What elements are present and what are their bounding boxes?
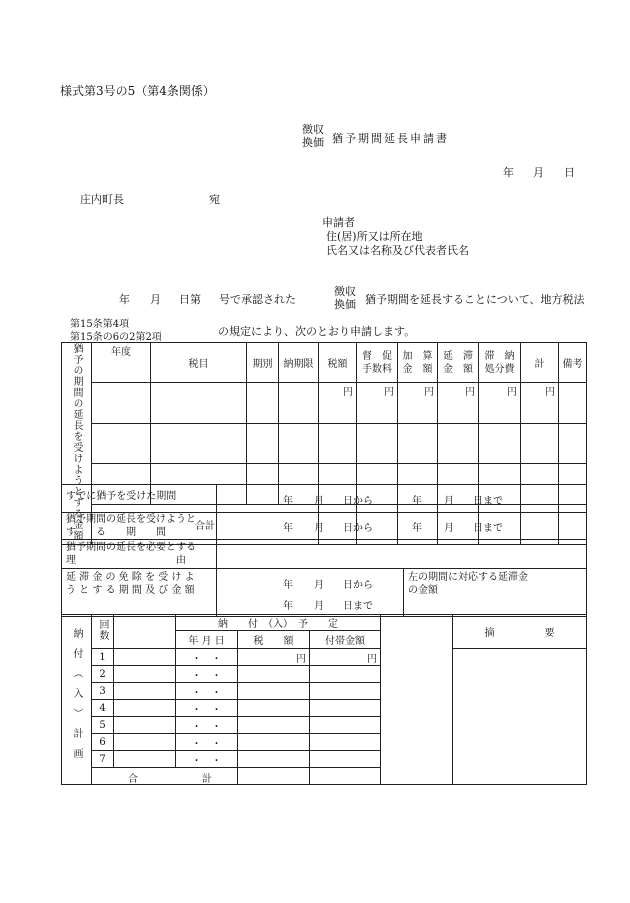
until: 日まで xyxy=(473,523,503,534)
cell[interactable] xyxy=(398,423,438,463)
table-row xyxy=(62,383,587,423)
header-disposal-bottom: 処分費 xyxy=(484,363,515,375)
row-blank[interactable] xyxy=(114,734,176,751)
row-fee[interactable] xyxy=(310,666,381,683)
row-tax[interactable] xyxy=(238,700,310,717)
row-blank[interactable] xyxy=(114,666,176,683)
row-date[interactable]: ・ ・ xyxy=(176,649,238,666)
y: 年 xyxy=(283,579,293,591)
row-date[interactable]: ・ ・ xyxy=(176,683,238,700)
statement-tail: の規定により、次のとおり申請します。 xyxy=(218,325,416,338)
extension-period-value[interactable] xyxy=(217,513,587,540)
exemption-row xyxy=(62,569,587,617)
row-tax[interactable] xyxy=(238,666,310,683)
cell-period[interactable] xyxy=(247,383,279,423)
count-header-text: 回数 xyxy=(97,618,108,641)
statement-option-collect: 徴収 xyxy=(334,285,356,298)
row-fee[interactable] xyxy=(310,734,381,751)
row-fee[interactable] xyxy=(310,700,381,717)
plan-row xyxy=(62,649,587,666)
row-blank[interactable] xyxy=(114,700,176,717)
header-late-top: 延 滞 xyxy=(443,350,473,362)
cell-year[interactable] xyxy=(92,383,151,423)
title-option-collect: 徴収 xyxy=(302,123,324,136)
until: 日まで xyxy=(473,495,503,507)
y: 年 xyxy=(283,495,293,507)
row-tax[interactable] xyxy=(238,734,310,751)
header-due: 納期限 xyxy=(279,343,319,383)
title-option xyxy=(302,123,324,149)
cell[interactable] xyxy=(521,423,559,463)
reason-label xyxy=(62,540,217,569)
header-add-bottom: 金 額 xyxy=(402,363,433,375)
already-period-label: すでに猶予を受けた期間 xyxy=(62,485,217,513)
sum-label: 合計 xyxy=(92,504,319,544)
reason-label-top: 猶予期間の延長を必要とする xyxy=(66,542,196,553)
header-fee-bottom: 手数料 xyxy=(362,363,392,375)
row-date[interactable]: ・ ・ xyxy=(176,666,238,683)
cell[interactable] xyxy=(92,423,151,463)
extension-period-label-top: 猶予期間の延長を受けようと xyxy=(66,514,196,525)
plan-vertical-label: 納付（入）計画 xyxy=(71,628,82,768)
row-tax[interactable] xyxy=(238,717,310,734)
exemption-label xyxy=(62,569,217,617)
cell-amount[interactable]: 円 xyxy=(319,383,357,423)
header-year: 年度 xyxy=(92,343,151,383)
row-fee[interactable] xyxy=(310,683,381,700)
statement-no: 号で承認された xyxy=(219,293,296,306)
applicant-block xyxy=(322,216,469,258)
cell[interactable] xyxy=(479,423,521,463)
from: 日から xyxy=(343,523,373,534)
header-disposal-top: 滞 納 xyxy=(484,350,515,362)
cell-total[interactable]: 円 xyxy=(521,383,559,423)
exemption-amount[interactable] xyxy=(404,569,587,617)
m: 月 xyxy=(314,495,324,507)
extension-period-row xyxy=(62,513,587,540)
exemption-amount-label-top: 左の期間に対応する延滞金 xyxy=(408,572,528,583)
statement-law xyxy=(70,318,162,344)
addressee-name: 庄内町長 xyxy=(80,193,124,206)
statement-month: 月 xyxy=(150,293,161,306)
cell[interactable] xyxy=(559,423,587,463)
statement-law-1: 第15条第4項 xyxy=(70,319,130,330)
row-blank[interactable] xyxy=(114,751,176,768)
y: 年 xyxy=(412,523,422,534)
plan-total-left: 合 xyxy=(128,773,138,785)
plan-total-fee[interactable] xyxy=(310,768,381,785)
header-disposal xyxy=(479,343,521,383)
header-late xyxy=(438,343,479,383)
cell-late[interactable]: 円 xyxy=(438,383,479,423)
cell[interactable] xyxy=(279,423,319,463)
form-id: 様式第3号の5（第4条関係） xyxy=(60,84,215,98)
summary-cell[interactable] xyxy=(453,649,587,785)
plan-total-label xyxy=(92,768,238,785)
already-period-row xyxy=(62,485,587,513)
count-header xyxy=(92,615,114,649)
plan-total-tax[interactable] xyxy=(238,768,310,785)
row-tax[interactable] xyxy=(238,683,310,700)
blank-header xyxy=(114,615,176,649)
m: 月 xyxy=(444,495,454,507)
cell[interactable] xyxy=(357,423,398,463)
row-date[interactable]: ・ ・ xyxy=(176,734,238,751)
row-fee[interactable] xyxy=(310,751,381,768)
header-add-top: 加 算 xyxy=(402,350,433,362)
row-fee[interactable]: 円 xyxy=(310,649,381,666)
header-period: 期別 xyxy=(247,343,279,383)
y: 年 xyxy=(412,495,422,507)
cell[interactable] xyxy=(247,423,279,463)
row-blank[interactable] xyxy=(114,649,176,666)
payment-plan-table xyxy=(61,614,587,785)
cell-due[interactable] xyxy=(279,383,319,423)
row-number: 2 xyxy=(92,666,114,683)
reason-value[interactable] xyxy=(217,540,587,569)
tax-header: 税 額 xyxy=(238,631,310,649)
header-add xyxy=(398,343,438,383)
header-late-bottom: 金 額 xyxy=(443,363,473,375)
row-date[interactable]: ・ ・ xyxy=(176,717,238,734)
row-number: 4 xyxy=(92,700,114,717)
header-fee xyxy=(357,343,398,383)
header-amount: 税額 xyxy=(319,343,357,383)
period-table xyxy=(61,484,587,617)
statement-option-convert: 換価 xyxy=(334,298,356,311)
already-period-value[interactable] xyxy=(217,485,587,513)
table-row xyxy=(62,423,587,463)
cell-fee[interactable]: 円 xyxy=(357,383,398,423)
statement-option xyxy=(334,285,356,311)
summary-header: 摘 要 xyxy=(453,615,587,649)
reason-label-bottom: 理 由 xyxy=(66,555,186,566)
extension-period-label xyxy=(62,513,217,540)
exemption-period[interactable] xyxy=(217,569,404,617)
plan-header: 納 付 （入） 予 定 xyxy=(176,615,381,631)
header-total: 計 xyxy=(521,343,559,383)
applicant-name: 氏名又は名称及び代表者氏名 xyxy=(326,244,469,257)
row-tax[interactable]: 円 xyxy=(238,649,310,666)
row-number: 6 xyxy=(92,734,114,751)
y: 年 xyxy=(283,600,293,612)
row-number: 5 xyxy=(92,717,114,734)
row-number: 3 xyxy=(92,683,114,700)
statement-law-2: 第15条の6の2第2項 xyxy=(70,332,162,343)
plan-label-cell xyxy=(62,615,92,785)
until: 日まで xyxy=(343,600,373,612)
addressee-suffix: 宛 xyxy=(209,193,220,206)
amount-table-vertical-label: 猶予の期間の延長を受けようとする金額 xyxy=(71,343,82,541)
row-tax[interactable] xyxy=(238,751,310,768)
date-month: 月 xyxy=(533,166,544,179)
cell[interactable] xyxy=(151,423,247,463)
cell-add[interactable]: 円 xyxy=(398,383,438,423)
exemption-amount-label-bottom: の金額 xyxy=(408,585,438,596)
form-title: 猶予期間延長申請書 xyxy=(332,132,449,145)
from: 日から xyxy=(343,495,373,507)
m: 月 xyxy=(314,600,324,612)
cell-tax[interactable] xyxy=(151,383,247,423)
statement-day: 日第 xyxy=(179,293,201,306)
exemption-label-bottom: う と す る 期 間 及 び 金 額 xyxy=(66,585,195,596)
exemption-label-top: 延 滞 金 の 免 除 を 受 け よ xyxy=(66,572,195,583)
row-number: 1 xyxy=(92,649,114,666)
fee-header: 付帯金額 xyxy=(310,631,381,649)
cell[interactable] xyxy=(438,423,479,463)
title-option-convert: 換価 xyxy=(302,136,324,149)
applicant-address: 住(居)所又は所在地 xyxy=(326,230,423,243)
row-blank[interactable] xyxy=(114,717,176,734)
row-date[interactable]: ・ ・ xyxy=(176,700,238,717)
cell[interactable] xyxy=(319,423,357,463)
m: 月 xyxy=(314,579,324,591)
date-day: 日 xyxy=(564,166,575,179)
row-blank[interactable] xyxy=(114,683,176,700)
from: 日から xyxy=(343,579,373,591)
date-header: 年 月 日 xyxy=(176,631,238,649)
header-fee-top: 督 促 xyxy=(362,350,392,362)
cell-remarks[interactable] xyxy=(559,383,587,423)
header-remarks: 備考 xyxy=(559,343,587,383)
row-date[interactable]: ・ ・ xyxy=(176,751,238,768)
statement-year: 年 xyxy=(119,293,130,306)
y: 年 xyxy=(283,523,293,534)
m: 月 xyxy=(444,523,454,534)
reason-row xyxy=(62,540,587,569)
statement-body: 猶予期間を延長することについて、地方税法 xyxy=(365,293,585,306)
row-number: 7 xyxy=(92,751,114,768)
header-tax: 税目 xyxy=(151,343,247,383)
extension-period-label-bottom: す る 期 間 xyxy=(66,527,166,538)
row-fee[interactable] xyxy=(310,717,381,734)
date-year: 年 xyxy=(503,166,514,179)
plan-total-right: 計 xyxy=(202,773,212,785)
cell-disposal[interactable]: 円 xyxy=(479,383,521,423)
m: 月 xyxy=(314,523,324,534)
spacer-col[interactable] xyxy=(381,615,453,785)
applicant-label: 申請者 xyxy=(322,216,355,229)
